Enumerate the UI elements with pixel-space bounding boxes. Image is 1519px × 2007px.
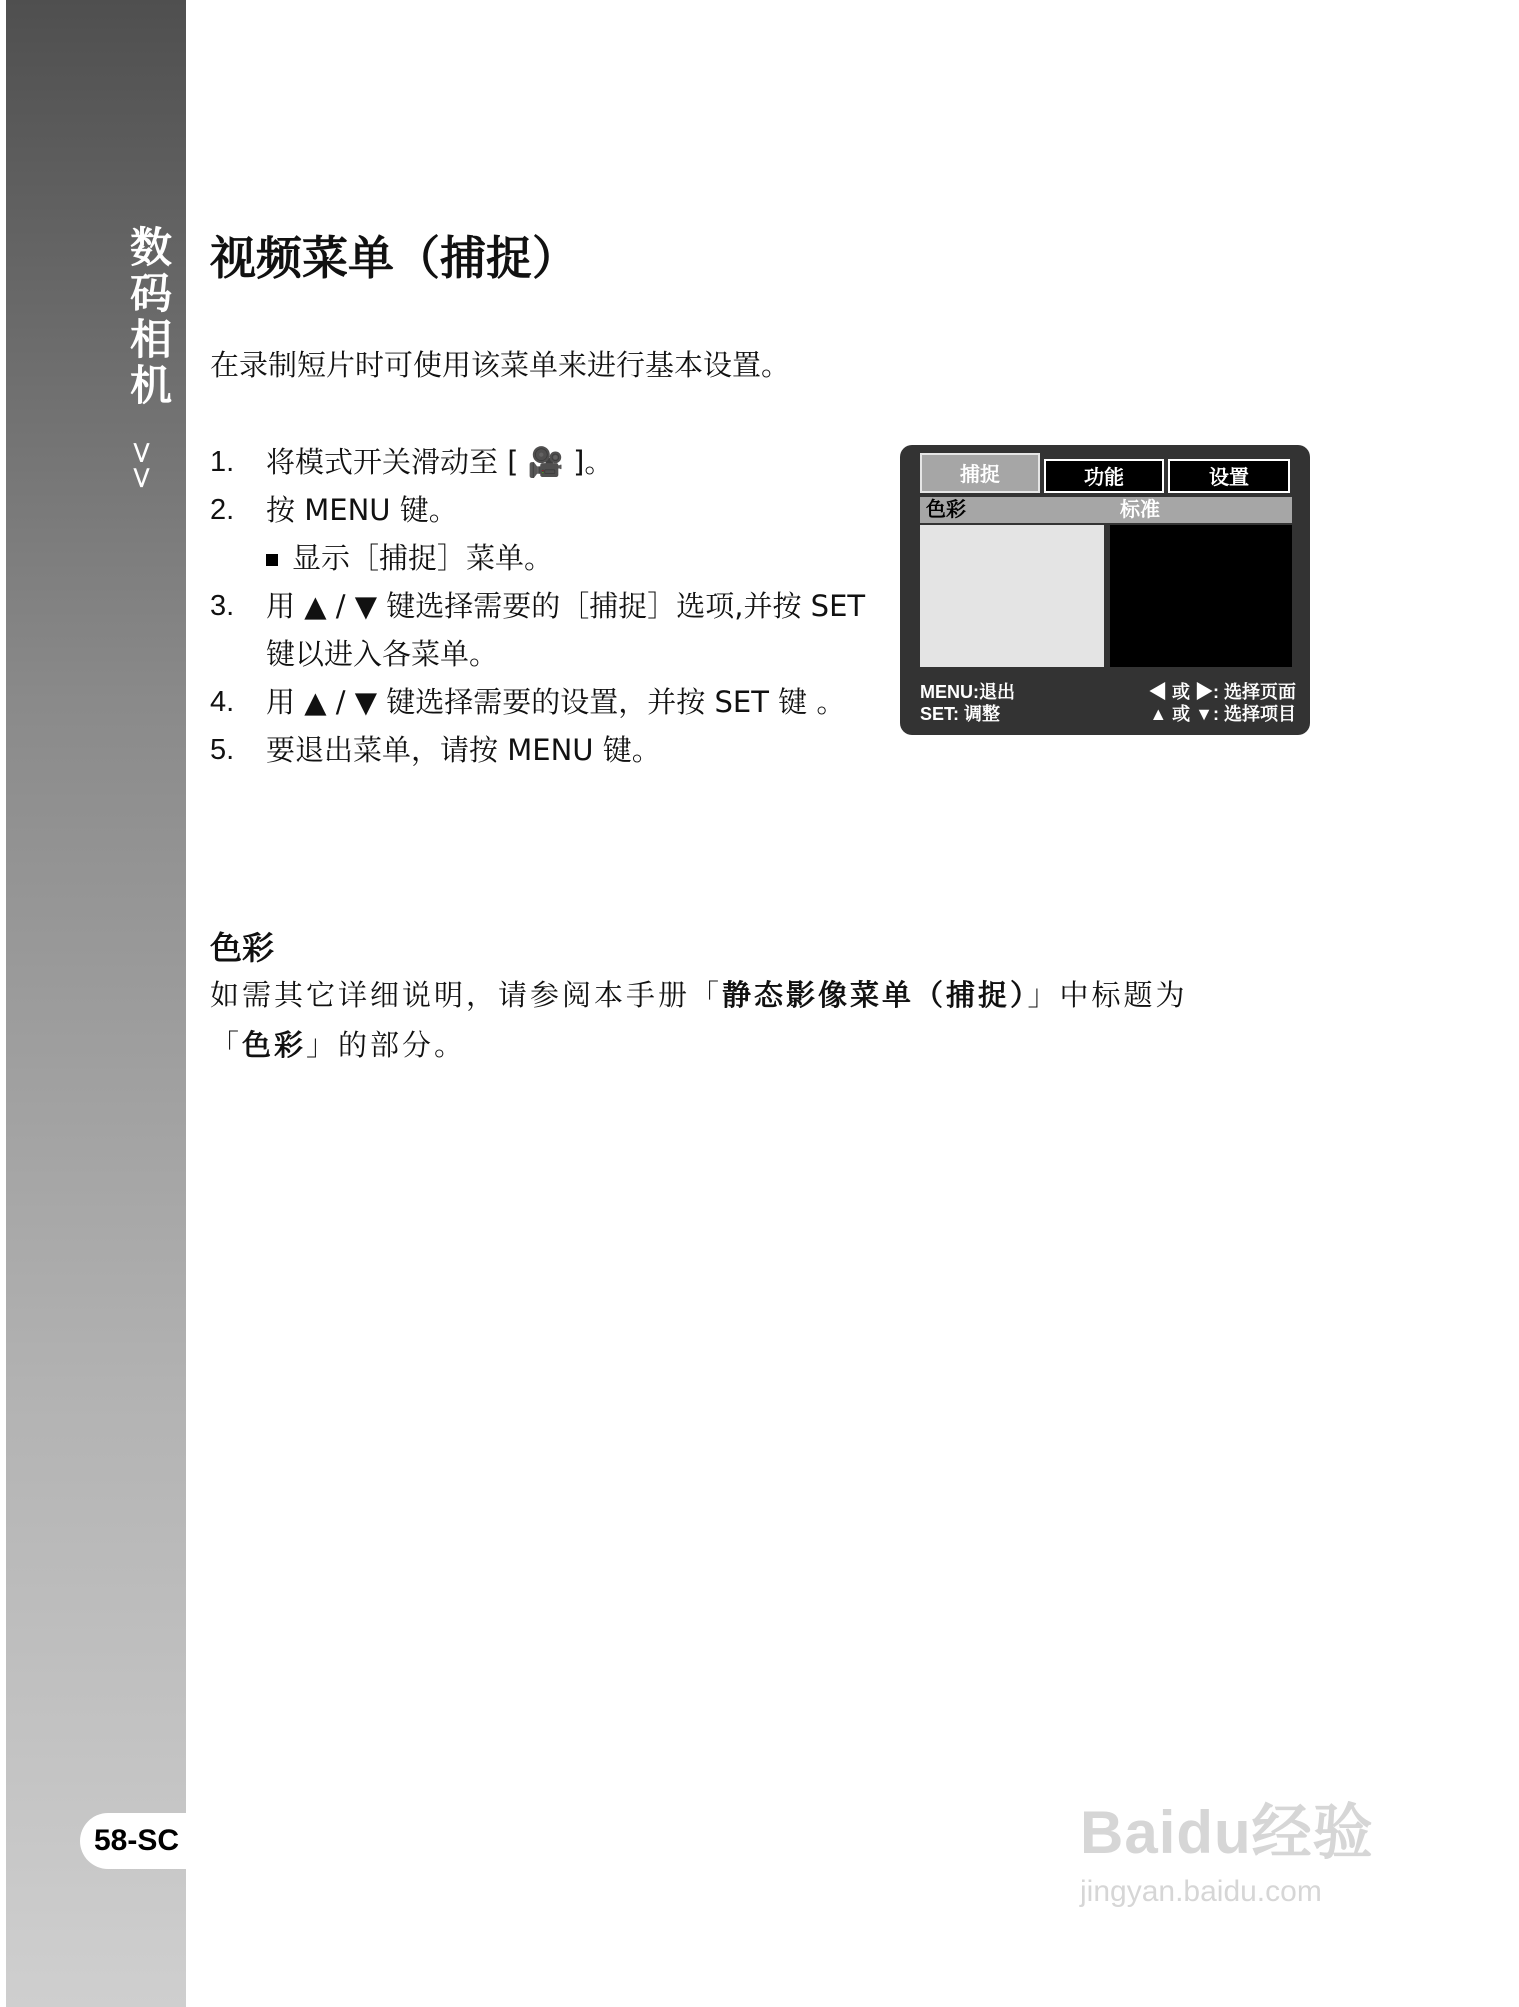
watermark-logo: Baidu经验 jingyan.baidu.com <box>1080 1799 1374 1908</box>
page-title: 视频菜单（捕捉） <box>210 231 578 285</box>
menu-row-value: 标准 <box>1120 499 1160 521</box>
intro-text: 在录制短片时可使用该菜单来进行基本设置。 <box>210 348 791 382</box>
footer-page-hint: ◀ 或 ▶: 选择页面 <box>1149 682 1296 702</box>
menu-row-label: 色彩 <box>926 499 966 521</box>
steps-list <box>210 438 870 774</box>
section-paragraph: 如需其它详细说明，请参阅本手册「静态影像菜单（捕捉）」中标题为 「色彩」的部分。 <box>210 978 1188 1062</box>
list-item: 5. 要退出菜单，请按 MENU 键。 <box>210 733 661 767</box>
tab-settings: 设置 <box>1168 459 1290 493</box>
footer-menu-hint: MENU:退出 <box>920 682 1015 702</box>
menu-left-pane <box>920 525 1104 667</box>
menu-body <box>920 497 1292 667</box>
menu-row <box>920 497 1292 523</box>
square-bullet-icon <box>266 554 278 566</box>
menu-tabs <box>920 459 1292 495</box>
menu-right-pane <box>1110 525 1292 667</box>
list-item: 2. 按 MENU 键。 <box>210 493 458 527</box>
page-number: 58-SC <box>80 1813 190 1869</box>
list-item: 3. 用 ▲ / ▼ 键选择需要的［捕捉］选项,并按 SET 键以进入各菜单。 <box>210 589 866 671</box>
footer-item-hint: ▲ 或 ▼: 选择项目 <box>1149 704 1296 724</box>
list-item: 4. 用 ▲ / ▼ 键选择需要的设置，并按 SET 键 。 <box>210 685 846 719</box>
sidebar <box>6 0 186 2007</box>
footer-set-hint: SET: 调整 <box>920 704 1001 724</box>
tab-function: 功能 <box>1044 459 1164 493</box>
section-title: 色彩 <box>210 929 275 967</box>
list-item: 1. 将模式开关滑动至 [ 🎥 ]。 <box>210 445 614 479</box>
sub-list-item: 显示［捕捉］菜单。 <box>210 534 870 582</box>
camera-menu-screen <box>900 445 1310 735</box>
chevron-right-icon: >> <box>124 440 159 491</box>
sidebar-title: 数码相机 <box>124 225 173 409</box>
tab-capture: 捕捉 <box>920 453 1040 493</box>
